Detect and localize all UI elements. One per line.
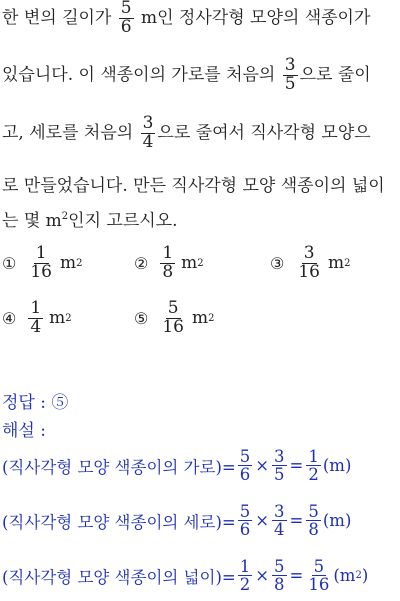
expression-lhs: (직사각형 모양 색종이의 가로)= [2, 457, 236, 477]
denominator: 4 [30, 316, 42, 337]
times-operator: × [255, 566, 270, 586]
numerator: 1 [35, 243, 47, 263]
explanation-row-height [2, 503, 351, 539]
fraction [28, 300, 43, 337]
question-text: 인지 고르시오. [68, 211, 178, 231]
equals-operator: = [289, 456, 304, 476]
superscript: 2 [61, 211, 69, 222]
choice-4[interactable] [2, 300, 72, 337]
expression-lhs: (직사각형 모양 색종이의 세로)= [2, 512, 236, 532]
denominator: 16 [298, 261, 320, 282]
choice-number: ③ [270, 253, 285, 273]
question-text: 으로 줄이 [299, 64, 371, 85]
numerator: 5 [167, 298, 179, 318]
numerator: 3 [274, 502, 285, 521]
times-operator: × [255, 511, 270, 531]
question-text: 고, 세로를 처음의 [2, 122, 139, 143]
unit: m [49, 308, 66, 329]
unit: m [327, 253, 345, 274]
denominator: 4 [142, 131, 154, 152]
fraction [272, 558, 287, 594]
unit: m [191, 308, 209, 329]
unit: (m) [322, 456, 352, 476]
numerator: 5 [239, 447, 251, 466]
denominator: 8 [162, 261, 174, 282]
numerator: 1 [162, 243, 174, 263]
denominator: 2 [308, 465, 319, 485]
numerator: 3 [142, 113, 154, 133]
choice-2[interactable] [134, 245, 204, 282]
denominator: 16 [308, 575, 330, 595]
fraction [141, 115, 156, 152]
question-text: 는 몇 m [2, 211, 62, 231]
explanation-label: 해설 : [2, 421, 46, 441]
times-operator: × [255, 456, 270, 476]
fraction [272, 503, 287, 539]
fraction [306, 503, 321, 539]
denominator: 2 [239, 575, 251, 595]
fraction [306, 448, 321, 484]
explanation-row-area [2, 558, 368, 594]
choice-number: ② [134, 253, 149, 273]
superscript: 2 [344, 257, 351, 269]
answer-label: 정답 : ⑤ [2, 393, 69, 413]
unit: (m [333, 566, 356, 586]
denominator: 5 [284, 73, 296, 94]
question-line-4: 로 만들었습니다. 만든 직사각형 모양 색종이의 넓이 [2, 176, 385, 196]
numerator: 5 [120, 0, 132, 18]
numerator: 3 [274, 447, 285, 466]
unit: (m) [322, 511, 352, 531]
question-line-5 [2, 206, 178, 231]
fraction [296, 245, 322, 282]
numerator: 3 [284, 55, 296, 75]
choice-5[interactable] [134, 300, 214, 337]
fraction [160, 300, 186, 337]
fraction [238, 448, 253, 484]
superscript: 2 [76, 257, 83, 269]
choice-number: ④ [2, 308, 17, 328]
superscript: 2 [355, 570, 362, 582]
denominator: 8 [274, 575, 285, 595]
choice-number: ① [2, 253, 17, 273]
fraction [306, 558, 331, 594]
fraction [283, 57, 298, 94]
question-line-3 [2, 115, 371, 152]
question-line-1 [2, 0, 370, 37]
numerator: 1 [30, 298, 42, 318]
superscript: 2 [208, 312, 215, 324]
denominator: 8 [308, 520, 319, 540]
fraction [119, 0, 134, 37]
numerator: 1 [308, 447, 319, 466]
fraction [160, 245, 175, 282]
numerator: 5 [274, 557, 285, 576]
numerator: 3 [303, 243, 315, 263]
question-text: 한 변의 길이가 [2, 7, 117, 28]
numerator: 5 [313, 557, 325, 576]
question-line-2 [2, 57, 371, 94]
explanation-row-width [2, 448, 351, 484]
unit-close: ) [361, 566, 369, 586]
fraction [28, 245, 54, 282]
denominator: 4 [274, 520, 285, 540]
question-text: 있습니다. 이 색종이의 가로를 처음의 [2, 64, 281, 85]
superscript: 2 [65, 312, 72, 324]
denominator: 16 [162, 316, 184, 337]
choice-1[interactable] [2, 245, 82, 282]
expression-lhs: (직사각형 모양 색종이의 넓이)= [2, 567, 236, 587]
numerator: 1 [239, 557, 251, 576]
fraction [238, 503, 253, 539]
fraction [238, 558, 253, 594]
question-text: 으로 줄여서 직사각형 모양으 [157, 122, 371, 143]
equals-operator: = [289, 566, 304, 586]
fraction [272, 448, 287, 484]
denominator: 16 [30, 261, 52, 282]
question-text: m인 정사각형 모양의 색종이가 [135, 7, 371, 28]
denominator: 6 [239, 520, 251, 540]
equals-operator: = [289, 511, 304, 531]
unit: m [59, 253, 77, 274]
superscript: 2 [197, 257, 204, 269]
denominator: 5 [274, 465, 285, 485]
numerator: 5 [308, 502, 319, 521]
numerator: 5 [239, 502, 251, 521]
denominator: 6 [120, 16, 132, 37]
choice-number: ⑤ [134, 308, 149, 328]
choice-3[interactable] [270, 245, 350, 282]
denominator: 6 [239, 465, 251, 485]
unit: m [181, 253, 198, 274]
